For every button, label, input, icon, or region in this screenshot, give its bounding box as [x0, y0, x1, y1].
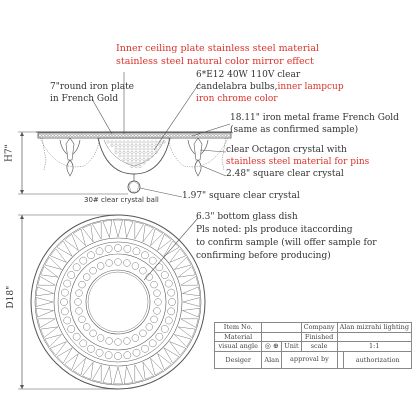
- tb-scale: scale: [301, 342, 337, 352]
- tb-company-value: Alan mizrahi lighting: [337, 323, 411, 333]
- crystal-ball: [128, 181, 140, 193]
- note-lampcup: inner lampcup: [277, 82, 344, 92]
- note-octagon-line1: clear Octagon crystal with: [226, 145, 347, 155]
- tb-company: Company: [301, 323, 337, 333]
- tb-item-no: Item No.: [215, 323, 262, 333]
- note-bulbs-line1: 6*E12 40W 110V clear: [196, 70, 301, 80]
- tb-angle-symbol: ◎ ⊕: [262, 342, 282, 352]
- note-bulbs-line2: candelabra bulbs,inner lampcup: [196, 82, 344, 92]
- plan-view: [31, 215, 205, 389]
- tb-unit: Unit: [282, 342, 301, 352]
- note-inner-plate-line2: stainless steel natural color mirror effect: [116, 56, 314, 67]
- tb-finished: Finished: [301, 332, 337, 342]
- note-production-line3: confirming before producing): [196, 251, 331, 261]
- right-lamp: [188, 138, 208, 176]
- tb-material: Material: [215, 332, 262, 342]
- note-frame-line2: (same as confirmed sample): [230, 125, 359, 135]
- title-block: [214, 322, 412, 369]
- center-bowl: [98, 138, 170, 174]
- note-square-248: 2.48" square clear crystal: [226, 169, 344, 179]
- tb-scale-value: 1:1: [337, 342, 411, 352]
- note-iron-plate-line1: 7"round iron plate: [50, 82, 135, 92]
- diameter-label: D18": [6, 285, 17, 309]
- left-lamp: [60, 138, 80, 176]
- note-production-line1: Pls noted: pls produce itaccording: [196, 225, 353, 235]
- tb-authorization: authorization: [344, 351, 412, 368]
- tb-designer-value: Alan: [262, 351, 282, 368]
- note-inner-plate-line1: Inner ceiling plate stainless steel material: [116, 43, 320, 54]
- note-glass-dish: 6.3" bottom glass dish: [196, 212, 298, 222]
- note-frame-line1: 18.11" iron metal frame French Gold: [230, 113, 399, 123]
- note-square-197: 1.97" square clear crystal: [182, 191, 300, 201]
- note-iron-plate-line2: in French Gold: [50, 94, 119, 104]
- height-label: H7": [4, 144, 15, 163]
- note-production-line2: to confirm sample (will offer sample for: [196, 238, 377, 248]
- note-octagon-line2: stainless steel material for pins: [226, 157, 370, 167]
- tb-visual-angle: visual angle: [215, 342, 262, 352]
- note-crystal-ball: 30# clear crystal ball: [84, 196, 159, 204]
- note-bulbs-line3: iron chrome color: [196, 94, 278, 104]
- tb-designer: Desiger: [215, 351, 262, 368]
- tb-approval: approval by: [282, 351, 337, 368]
